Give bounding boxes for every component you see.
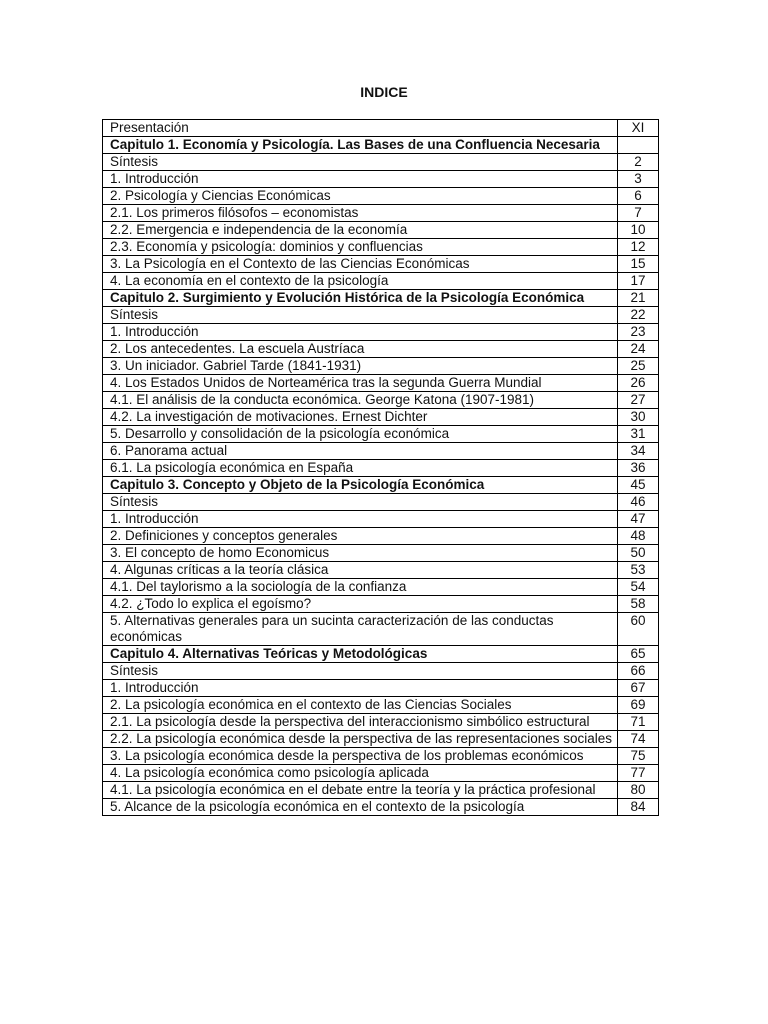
toc-page-number: 80 bbox=[618, 782, 659, 799]
toc-row bbox=[103, 392, 659, 409]
toc-row bbox=[103, 494, 659, 511]
toc-row bbox=[103, 765, 659, 782]
toc-row bbox=[103, 307, 659, 324]
page-title: INDICE bbox=[360, 84, 408, 100]
toc-row bbox=[103, 443, 659, 460]
toc-row bbox=[103, 477, 659, 494]
toc-row bbox=[103, 341, 659, 358]
toc-page-number: 15 bbox=[618, 256, 659, 273]
toc-row bbox=[103, 375, 659, 392]
toc-row bbox=[103, 137, 659, 154]
toc-entry-title: 2. La psicología económica en el contexto de las Ciencias Sociales bbox=[103, 697, 618, 714]
toc-page-number: 45 bbox=[618, 477, 659, 494]
toc-entry-title: 4. Algunas críticas a la teoría clásica bbox=[103, 562, 618, 579]
toc-row bbox=[103, 239, 659, 256]
toc-page-number: 67 bbox=[618, 680, 659, 697]
toc-body bbox=[103, 120, 659, 816]
toc-page-number: 77 bbox=[618, 765, 659, 782]
toc-row bbox=[103, 799, 659, 816]
toc-entry-title: 3. Un iniciador. Gabriel Tarde (1841-1931) bbox=[103, 358, 618, 375]
toc-page-number: 24 bbox=[618, 341, 659, 358]
toc-page-number: 7 bbox=[618, 205, 659, 222]
toc-entry-title: 2. Definiciones y conceptos generales bbox=[103, 528, 618, 545]
toc-entry-title: 4.2. ¿Todo lo explica el egoísmo? bbox=[103, 596, 618, 613]
toc-entry-title: Presentación bbox=[103, 120, 618, 137]
toc-entry-title: 2.2. Emergencia e independencia de la economía bbox=[103, 222, 618, 239]
toc-page-number: 21 bbox=[618, 290, 659, 307]
toc-page-number: 30 bbox=[618, 409, 659, 426]
toc-entry-title: 6.1. La psicología económica en España bbox=[103, 460, 618, 477]
toc-entry-title: 2. Psicología y Ciencias Económicas bbox=[103, 188, 618, 205]
toc-entry-title: 4.2. La investigación de motivaciones. Ernest Dichter bbox=[103, 409, 618, 426]
toc-page-number: 31 bbox=[618, 426, 659, 443]
toc-row bbox=[103, 154, 659, 171]
toc-entry-title: 4.1. Del taylorismo a la sociología de la confianza bbox=[103, 579, 618, 596]
toc-page-number: 10 bbox=[618, 222, 659, 239]
toc-entry-title: Síntesis bbox=[103, 307, 618, 324]
toc-page-number: 75 bbox=[618, 748, 659, 765]
toc-page-number: 47 bbox=[618, 511, 659, 528]
toc-page-number: 27 bbox=[618, 392, 659, 409]
toc-page-number: 58 bbox=[618, 596, 659, 613]
toc-row bbox=[103, 409, 659, 426]
toc-entry-title: 5. Alcance de la psicología económica en el contexto de la psicología bbox=[103, 799, 618, 816]
toc-entry-title: 2.1. Los primeros filósofos – economistas bbox=[103, 205, 618, 222]
toc-row bbox=[103, 120, 659, 137]
toc-chapter-title: Capitulo 1. Economía y Psicología. Las Bases de una Confluencia Necesaria bbox=[103, 137, 618, 154]
toc-entry-title: 5. Desarrollo y consolidación de la psicología económica bbox=[103, 426, 618, 443]
toc-row bbox=[103, 714, 659, 731]
toc-entry-title: 4. Los Estados Unidos de Norteamérica tras la segunda Guerra Mundial bbox=[103, 375, 618, 392]
toc-page-number: 50 bbox=[618, 545, 659, 562]
toc-row bbox=[103, 663, 659, 680]
toc-entry-title: 5. Alternativas generales para un sucinta caracterización de las conductas económicas bbox=[103, 613, 618, 646]
toc-row bbox=[103, 188, 659, 205]
toc-row bbox=[103, 596, 659, 613]
toc-entry-title: 2.1. La psicología desde la perspectiva del interaccionismo simbólico estructural bbox=[103, 714, 618, 731]
toc-entry-title: Síntesis bbox=[103, 663, 618, 680]
toc-entry-title: 4. La psicología económica como psicología aplicada bbox=[103, 765, 618, 782]
toc-row bbox=[103, 273, 659, 290]
toc-page-number: 36 bbox=[618, 460, 659, 477]
toc-row bbox=[103, 545, 659, 562]
toc-entry-title: 2.3. Economía y psicología: dominios y confluencias bbox=[103, 239, 618, 256]
toc-row bbox=[103, 646, 659, 663]
toc-page-number: 60 bbox=[618, 613, 659, 646]
toc-row bbox=[103, 256, 659, 273]
toc-row bbox=[103, 324, 659, 341]
toc-row bbox=[103, 782, 659, 799]
toc-page-number: 6 bbox=[618, 188, 659, 205]
toc-page-number: 17 bbox=[618, 273, 659, 290]
toc-row bbox=[103, 426, 659, 443]
toc-page-number: XI bbox=[618, 120, 659, 137]
toc-page-number: 26 bbox=[618, 375, 659, 392]
toc-row bbox=[103, 613, 659, 646]
toc-row bbox=[103, 511, 659, 528]
toc-page-number: 25 bbox=[618, 358, 659, 375]
toc-table bbox=[102, 119, 659, 816]
toc-row bbox=[103, 680, 659, 697]
toc-entry-title: 4.1. La psicología económica en el debate entre la teoría y la práctica profesional bbox=[103, 782, 618, 799]
toc-row bbox=[103, 528, 659, 545]
toc-page-number: 48 bbox=[618, 528, 659, 545]
toc-page-number: 23 bbox=[618, 324, 659, 341]
toc-row bbox=[103, 562, 659, 579]
toc-row bbox=[103, 579, 659, 596]
toc-entry-title: 3. La Psicología en el Contexto de las Ciencias Económicas bbox=[103, 256, 618, 273]
toc-row bbox=[103, 731, 659, 748]
toc-page-number: 53 bbox=[618, 562, 659, 579]
toc-entry-title: 2. Los antecedentes. La escuela Austríaca bbox=[103, 341, 618, 358]
toc-entry-title: 6. Panorama actual bbox=[103, 443, 618, 460]
toc-page-number: 66 bbox=[618, 663, 659, 680]
toc-entry-title: Síntesis bbox=[103, 154, 618, 171]
toc-page-number: 74 bbox=[618, 731, 659, 748]
toc-page-number: 69 bbox=[618, 697, 659, 714]
toc-page-number: 54 bbox=[618, 579, 659, 596]
toc-row bbox=[103, 697, 659, 714]
toc-page-number: 65 bbox=[618, 646, 659, 663]
toc-entry-title: 4. La economía en el contexto de la psicología bbox=[103, 273, 618, 290]
toc-entry-title: 1. Introducción bbox=[103, 680, 618, 697]
toc-page-number: 22 bbox=[618, 307, 659, 324]
toc-row bbox=[103, 460, 659, 477]
toc-entry-title: 1. Introducción bbox=[103, 324, 618, 341]
toc-page-number: 34 bbox=[618, 443, 659, 460]
toc-page-number: 2 bbox=[618, 154, 659, 171]
toc-page-number: 12 bbox=[618, 239, 659, 256]
toc-entry-title: 4.1. El análisis de la conducta económica. George Katona (1907-1981) bbox=[103, 392, 618, 409]
toc-chapter-title: Capitulo 2. Surgimiento y Evolución Histórica de la Psicología Económica bbox=[103, 290, 618, 307]
toc-entry-title: Síntesis bbox=[103, 494, 618, 511]
toc-page-number bbox=[618, 137, 659, 154]
toc-page-number: 71 bbox=[618, 714, 659, 731]
toc-entry-title: 2.2. La psicología económica desde la perspectiva de las representaciones sociales bbox=[103, 731, 618, 748]
toc-entry-title: 3. El concepto de homo Economicus bbox=[103, 545, 618, 562]
toc-row bbox=[103, 748, 659, 765]
toc-row bbox=[103, 171, 659, 188]
toc-page-number: 46 bbox=[618, 494, 659, 511]
toc-row bbox=[103, 358, 659, 375]
toc-page-number: 3 bbox=[618, 171, 659, 188]
toc-page-number: 84 bbox=[618, 799, 659, 816]
toc-row bbox=[103, 290, 659, 307]
toc-chapter-title: Capitulo 4. Alternativas Teóricas y Metodológicas bbox=[103, 646, 618, 663]
toc-entry-title: 1. Introducción bbox=[103, 171, 618, 188]
toc-row bbox=[103, 222, 659, 239]
toc-chapter-title: Capitulo 3. Concepto y Objeto de la Psicología Económica bbox=[103, 477, 618, 494]
toc-entry-title: 3. La psicología económica desde la perspectiva de los problemas económicos bbox=[103, 748, 618, 765]
toc-entry-title: 1. Introducción bbox=[103, 511, 618, 528]
toc-row bbox=[103, 205, 659, 222]
